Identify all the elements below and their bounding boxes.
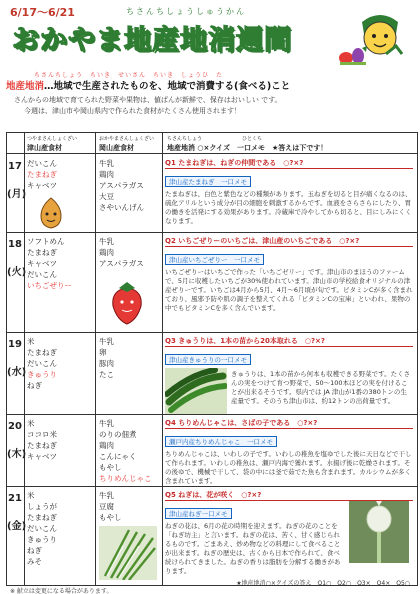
green-onion-photo <box>99 526 157 580</box>
intro-line-2: さんからの地域で育てられた野菜や果物は、値ばんが新鮮で、保存はおいしい です。 <box>14 96 282 104</box>
okayama-foods: 牛乳 のりの佃煮 鶏肉 こんにゃく もやし ちりめんじゃこ <box>99 419 152 483</box>
memo-text: きゅうりは、1本の苗から何本も収穫できる野菜です。たくさんの実をつけて育つ野菜で、50〜100本ほどの実を付けることが出来るそうです。県内では JA 津山が1番の380トンの生産量です。そのうち津山市は、約12トンの出荷量です。 <box>231 370 411 405</box>
day-label: 21 (金) <box>7 493 27 532</box>
onion-character-icon <box>31 196 71 230</box>
quiz-memo <box>165 418 413 486</box>
tsuyama-foods: ソフトめん たまねぎ キャベツ だいこん いちごぜりー <box>27 237 72 290</box>
memo-text: いちごぜりーはいちごで作った「いちごゼリー」です。津山市のまほうのファームで、5月に収穫したいちごが30%使われています。津山市の学校給食オリジナルの津産ぜりーです。いちごは4月から5月、4月〜6月頃が旬です。ビタミンCが多く含まれており、風邪予防や肌の調子を整えてくれる「ビタミンCの宝庫」といわれ、果物の中でもビタミンCを多く含んでいます。 <box>165 268 413 312</box>
quiz-memo <box>165 490 413 576</box>
day-label: 18 (火) <box>7 239 27 278</box>
tsuyama-foods: 米 しょうが たまねぎ だいこん きゅうり ねぎ みそ <box>27 491 57 566</box>
quiz-memo <box>165 158 413 226</box>
memo-label: 津山産ねぎ一口メモ <box>165 508 232 519</box>
intro-term: 地産地消 <box>6 81 45 92</box>
day-label: 19 (水) <box>7 339 27 378</box>
table-header <box>7 133 417 154</box>
tsuyama-foods: だいこん たまねぎ キャベツ <box>27 159 57 190</box>
memo-text: ねぎの花は、6月の花の時期を迎えます。ねぎの花のことを「ねぎ坊主」と言います。ねぎの花は、苦く、甘く感じられるものです。ごまあえ、炒め物などの料理にして食べることが出来ます。ねぎの歴史は、古くから日本で作られて、食べ続けられてきました。ねぎの香りは脂肪を分解する働きがあります。 <box>165 522 341 575</box>
quiz-question: Q4 ちりめんじゃこは、さばの子である ○?×? <box>165 418 413 429</box>
vegetables-icon <box>338 44 368 66</box>
quiz-question: Q3 きゅうりは、1本の苗から20本取れる ○?×? <box>165 336 413 347</box>
table-row <box>7 232 417 333</box>
tsuyama-foods: 米 たまねぎ だいこん きゅうり ねぎ <box>27 337 57 390</box>
tsuyama-foods: 米 ココロ米 たまねぎ キャベツ <box>27 419 57 461</box>
table-row <box>7 154 417 233</box>
day-label: 20 (木) <box>7 421 27 460</box>
footnote: ※ 献立は変更になる場合があります。 <box>10 588 113 594</box>
intro-ruby: ちさんちしょう ちいき せいさん ちいき しょうひ た <box>34 72 224 79</box>
okayama-foods: 牛乳 卵 豚肉 たこ <box>99 337 114 379</box>
day-label: 17 (月) <box>7 161 27 200</box>
memo-label: 瀬戸内産ちりめんじゃこ 一口メモ <box>165 436 277 447</box>
strawberry-character-icon <box>107 280 147 326</box>
quiz-memo <box>165 236 413 313</box>
header-tsuyama: つやまさんしょくざい 津山産食材 <box>27 136 78 152</box>
quiz-memo <box>165 336 413 414</box>
intro-line-3: 今週は、津山市や岡山県内で作られた食材がたくさん使用されます！ <box>24 107 241 115</box>
quiz-question: Q5 ねぎは、花が咲く ○?×? <box>165 490 413 501</box>
okayama-foods: 牛乳 鶏肉 アスパラガス 大豆 さやいんげん <box>99 159 144 212</box>
quiz-question: Q1 たまねぎは、ねぎの仲間である ○?×? <box>165 158 413 169</box>
menu-table <box>6 132 418 586</box>
memo-text: たまねぎは、白色と紫色などの種類があります。玉ねぎを切ると目が痛くなるのは、硫化アリルという成分が目の細胞を刺激するからです。血液をさらさらにしたり、胃の働きを活発にする効果があります。冷蔵庫で冷やしてから切ると、目にしみにくくなります。 <box>165 190 412 225</box>
header-okayama: おかやまさんしょくざい 岡山産食材 <box>99 136 155 152</box>
memo-label: 津山産いちごぜりー 一口メモ <box>165 254 264 265</box>
intro-definition <box>6 78 414 92</box>
page-title: おかやま地産地消週間 <box>12 25 292 56</box>
memo-label: 津山産きゅうりの一口メモ <box>165 354 251 365</box>
week-dates: 6/17〜6/21 <box>10 6 75 19</box>
quiz-question: Q2 いちごぜりーのいちごは、津山産のいちごである ○?×? <box>165 236 413 247</box>
memo-text: ちりめんじゃこは、いわしの子です。いわしの稚魚を塩ゆでした後に天日などで干して作られます。いわしの稚魚は、瀬戸内海で獲れます。水揚げ後に乾燥されます。その後ゆで、機械で干して、袋の中には釜で茹でた魚も含まれます。カルシウムが多く含まれています。 <box>165 450 412 485</box>
onion-flower-photo <box>349 501 409 563</box>
table-row <box>7 414 417 487</box>
header <box>6 4 414 66</box>
memo-label: 津山産たまねぎ 一口メモ <box>165 176 251 187</box>
cucumber-photo <box>165 368 227 414</box>
header-quiz: ちさんちしょう ひとくち 地産地消 ○×クイズ 一口メモ ★答えは下です！ <box>167 136 328 152</box>
okayama-foods: 牛乳 豆腐 もやし <box>99 491 122 522</box>
intro-explanation: …地域で生産されたものを、地域で消費する(食べる)こと <box>44 81 291 92</box>
title-ruby: ちさんちしょうしゅうかん <box>126 7 246 16</box>
table-row <box>7 332 417 415</box>
okayama-foods: 牛乳 鶏肉 アスパラガス <box>99 237 144 268</box>
quiz-answers: ★地産地消○×クイズの答え Q1○ Q2○ Q3× Q4× Q5○ <box>236 580 410 587</box>
table-row <box>7 486 417 585</box>
intro-section <box>6 70 414 132</box>
